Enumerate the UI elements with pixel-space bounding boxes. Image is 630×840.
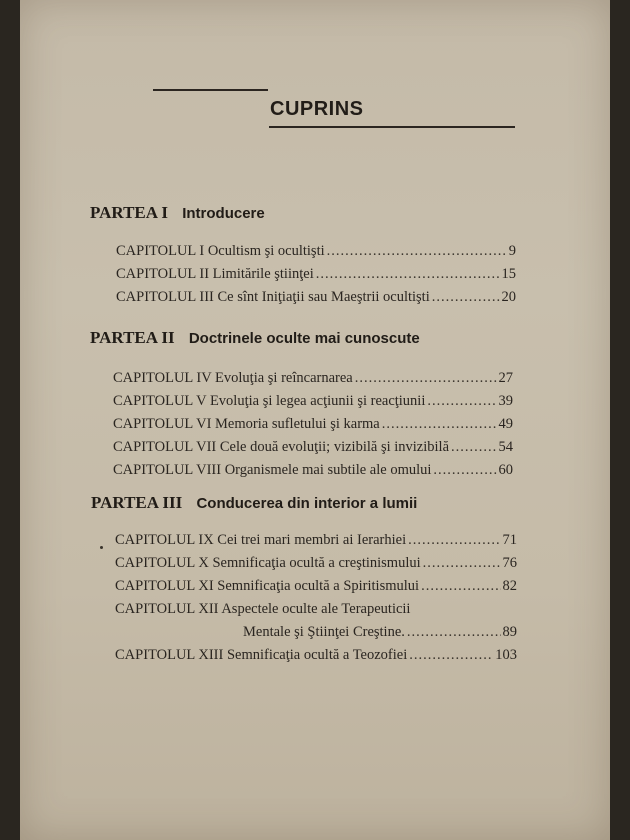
dot-leader xyxy=(451,439,497,456)
chapter-label: CAPITOLUL VI Memoria sufletului şi karma xyxy=(113,416,380,432)
dot-leader xyxy=(432,289,500,306)
toc-entry[interactable] xyxy=(113,416,513,433)
title-underline xyxy=(269,126,515,128)
toc-entry[interactable] xyxy=(113,370,513,387)
chapter-label: CAPITOLUL IX Cei trei mari membri ai Ierarhiei xyxy=(115,532,407,548)
decorative-rule xyxy=(153,89,268,91)
dot-leader xyxy=(423,555,501,572)
part-number: PARTEA II xyxy=(90,328,175,347)
toc-entry[interactable] xyxy=(113,462,513,479)
chapter-label: CAPITOLUL X Semnificaţia ocultă a creştinismului xyxy=(115,555,421,571)
part-name: Conducerea din interior a lumii xyxy=(196,495,418,512)
chapter-label: CAPITOLUL I Ocultism şi ocultişti xyxy=(116,243,325,259)
chapter-label-continuation: Mentale şi Ştiinţei Creştine. xyxy=(243,624,405,640)
page-number: 27 xyxy=(498,370,513,386)
page-number: 71 xyxy=(502,532,517,548)
book-page xyxy=(20,0,610,840)
dot-leader xyxy=(433,462,496,479)
dot-leader xyxy=(427,393,496,410)
toc-entry[interactable] xyxy=(116,266,516,283)
chapter-label: CAPITOLUL XIII Semnificaţia ocultă a Teozofiei xyxy=(115,647,408,663)
chapter-label: CAPITOLUL XI Semnificaţia ocultă a Spiritismului xyxy=(115,578,420,594)
part-heading xyxy=(91,493,417,513)
part-heading xyxy=(90,203,265,223)
page-number: 15 xyxy=(501,266,516,282)
chapter-label: CAPITOLUL II Limitările ştiinţei xyxy=(116,266,314,282)
toc-entry[interactable] xyxy=(115,532,517,549)
page-number: 60 xyxy=(498,462,513,478)
dot-leader xyxy=(327,243,507,260)
dot-leader xyxy=(355,370,497,387)
page-number: 76 xyxy=(502,555,517,571)
chapter-label: CAPITOLUL VII Cele două evoluţii; vizibilă şi invizibilă xyxy=(113,439,449,455)
chapter-label: CAPITOLUL III Ce sînt Iniţiaţii sau Maeştrii ocultişti xyxy=(116,289,430,305)
page-number: 82 xyxy=(502,578,517,594)
part-name: Doctrinele oculte mai cunoscute xyxy=(188,330,420,347)
toc-entry[interactable] xyxy=(116,243,516,260)
page-title: CUPRINS xyxy=(270,98,364,120)
dot-leader xyxy=(408,532,500,549)
toc-entry[interactable] xyxy=(113,393,513,410)
part-name: Introducere xyxy=(182,205,265,222)
dot-leader xyxy=(316,266,500,283)
page-number: 20 xyxy=(501,289,516,305)
part-number: PARTEA I xyxy=(90,203,168,222)
chapter-label: CAPITOLUL V Evoluţia şi legea acţiunii şi reacţiunii xyxy=(113,393,426,409)
part-number: PARTEA III xyxy=(91,493,183,512)
chapter-label[interactable]: CAPITOLUL XII Aspectele oculte ale Terapeuticii xyxy=(115,601,411,617)
toc-entry[interactable] xyxy=(116,289,516,306)
page-number: 49 xyxy=(498,416,513,432)
dot-leader xyxy=(407,624,501,641)
page-number: 39 xyxy=(498,393,513,409)
dot-leader xyxy=(409,647,493,664)
part-heading xyxy=(90,328,420,348)
toc-entry[interactable] xyxy=(115,578,517,595)
ink-speck xyxy=(100,546,103,549)
chapter-label: CAPITOLUL IV Evoluţia şi reîncarnarea xyxy=(113,370,353,386)
page-number: 54 xyxy=(498,439,513,455)
chapter-label: CAPITOLUL VIII Organismele mai subtile ale omului xyxy=(113,462,432,478)
page-number: 89 xyxy=(502,624,517,640)
page-number: 103 xyxy=(495,647,517,663)
dot-leader xyxy=(421,578,500,595)
toc-entry-continuation[interactable] xyxy=(243,624,517,641)
toc-entry[interactable] xyxy=(115,647,517,664)
toc-entry[interactable] xyxy=(115,555,517,572)
page-number: 9 xyxy=(508,243,516,259)
toc-entry[interactable] xyxy=(113,439,513,456)
dot-leader xyxy=(382,416,497,433)
